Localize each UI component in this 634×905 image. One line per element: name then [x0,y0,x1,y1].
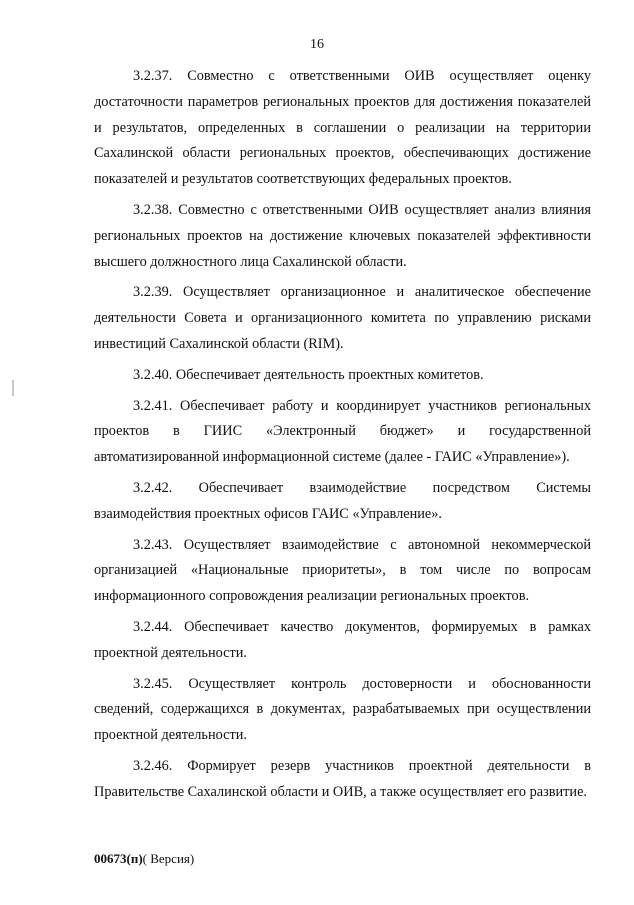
paragraph-3-2-40: 3.2.40. Обеспечивает деятельность проектных комитетов. [133,366,484,383]
paragraph-3-2-41: 3.2.41. Обеспечивает работу и координирует участников региональных проектов в ГИИС «Электронный бюджет» и государственной автоматизированной информационной системе (далее - ГАИС «Управление»). [94,397,591,466]
document-footer [94,851,194,867]
paragraph-3-2-37: 3.2.37. Совместно с ответственными ОИВ осуществляет оценку достаточности параметров региональных проектов для достижения показателей и результатов, определенных в соглашении о реализации на территории Сахалинской области региональных проектов, обеспечивающих достижение показателей и результатов соответствующих федеральных проектов. [94,68,591,188]
page-number: 16 [310,37,324,52]
paragraph-3-2-39: 3.2.39. Осуществляет организационное и аналитическое обеспечение деятельности Совета и организационного комитета по управлению рисками инвестиций Сахалинской области (RIM). [94,284,591,352]
paragraph-3-2-46: 3.2.46. Формирует резерв участников проектной деятельности в Правительстве Сахалинской области и ОИВ, а также осуществляет его развитие. [94,757,591,800]
paragraph-3-2-43: 3.2.43. Осуществляет взаимодействие с автономной некоммерческой организацией «Национальные приоритеты», в том числе по вопросам информационного сопровождения реализации региональных проектов. [94,536,591,605]
document-version: ( Версия) [142,851,195,866]
document-body [94,64,591,806]
paragraph-3-2-42: 3.2.42. Обеспечивает взаимодействие посредством Системы взаимодействия проектных офисов ГАИС «Управление». [94,479,591,522]
paragraph-3-2-45: 3.2.45. Осуществляет контроль достоверности и обоснованности сведений, содержащихся в документах, разрабатываемых при осуществлении проектной деятельности. [94,675,591,744]
scan-artifact [12,380,14,396]
paragraph-3-2-44: 3.2.44. Обеспечивает качество документов, формируемых в рамках проектной деятельности. [94,618,591,661]
paragraph-3-2-38: 3.2.38. Совместно с ответственными ОИВ осуществляет анализ влияния региональных проектов на достижение ключевых показателей эффективности высшего должностного лица Сахалинской области. [94,201,591,270]
document-code: 00673(п) [94,851,143,866]
